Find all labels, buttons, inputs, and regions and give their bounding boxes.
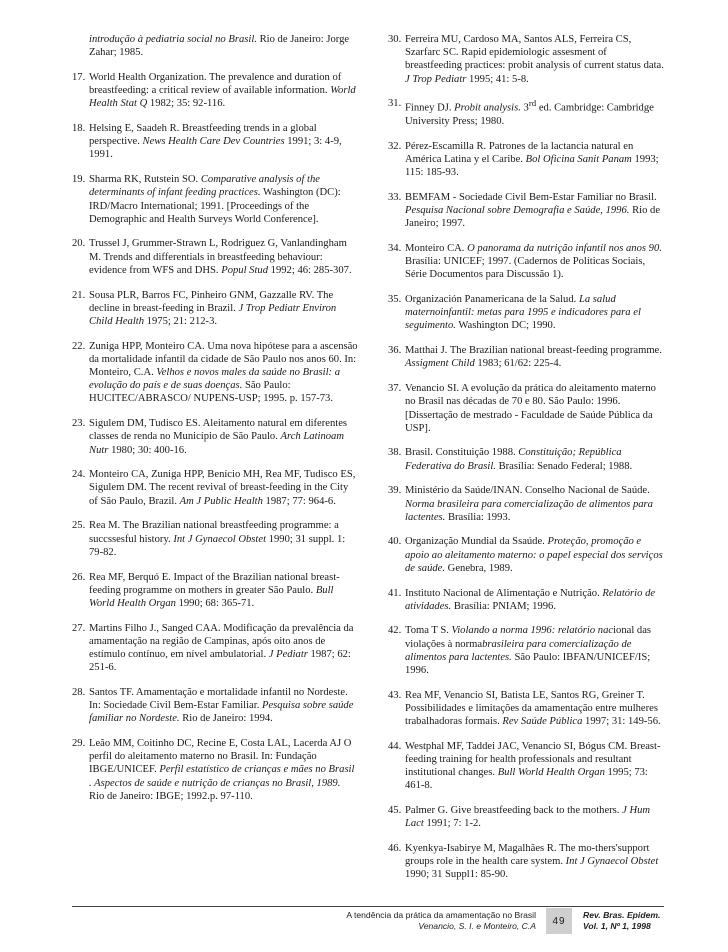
reference-number: 19. — [72, 174, 86, 186]
reference-text: Washington DC; 1990. — [455, 320, 556, 332]
reference-item — [72, 519, 358, 559]
reference-italic-text: Int J Gynaecol Obstet — [565, 856, 659, 868]
reference-text: Leão MM, Coitinho DC, Recine E, Costa LAL, Lacerda AJ O perfil do aleitamento materno no Brasil. In: Fundação IBGE/UNICEF. — [89, 738, 352, 776]
reference-italic-text: Comparative analysis of the determinants of infant feeding practices. — [89, 174, 320, 199]
reference-text: Organização Mundial da Ssaúde. — [405, 536, 548, 548]
reference-text: 1991; 7: 1-2. — [423, 818, 481, 830]
reference-text: Brasília: PNIAM; 1996. — [451, 600, 556, 612]
reference-item — [388, 535, 664, 575]
reference-number: 35. — [388, 294, 402, 306]
reference-italic-text: introdução à pediatria social no Brasil. — [89, 34, 257, 45]
reference-item — [388, 842, 664, 882]
reference-text: 3 — [520, 102, 529, 114]
reference-text: 1975; 21: 212-3. — [144, 315, 218, 327]
reference-text: rd — [528, 98, 537, 109]
reference-text: 1990; 31 suppl. 1: 79-82. — [89, 533, 346, 558]
reference-text: Toma T S. — [405, 625, 452, 637]
reference-number: 32. — [388, 140, 402, 152]
reference-number: 45. — [388, 805, 402, 817]
reference-item — [388, 97, 664, 128]
reference-item — [72, 417, 358, 457]
reference-text: Venancio SI. A evolução da prática do aleitamento materno no Brasil nas décadas de 70 e 80. São Paulo: 1996.[Dissertação de mestrado - Faculdade de Saúde Pública da USP]. — [405, 383, 656, 434]
reference-text: Zuniga HPP, Monteiro CA. Uma nova hipótese para a ascensão da mortalidade infantil da cidade de São Paulo nos anos 60. In: Monteiro, C.A. — [89, 340, 358, 379]
reference-text: 1990; 31 Suppl1: 85-90. — [405, 869, 508, 881]
reference-text: ional das violações à norma — [405, 625, 652, 650]
reference-text: Rea MF, Venancio SI, Batista LE, Santos RG, Greiner T. Possibilidades e limitações da amamentação entre mulheres trabalhadoras formais. — [405, 689, 658, 728]
reference-item — [388, 446, 664, 472]
reference-item — [388, 344, 664, 370]
reference-text: Brasília: 1993. — [445, 511, 511, 523]
reference-number: 44. — [388, 740, 402, 752]
references-right-column — [388, 33, 664, 893]
reference-item — [72, 71, 358, 111]
reference-text: Trussel J, Grummer-Strawn L, Rodriguez G, Vanlandingham M. Trends and differentials in breastfeeding behaviour: evidence from WFS and DHS. — [89, 238, 347, 276]
reference-italic-text: Violando a norma 1996: relatório nac — [451, 625, 614, 637]
footer-article-title: A tendência da prática da amamentação no Brasil — [346, 910, 536, 920]
footer-article-caption — [346, 910, 536, 932]
reference-italic-text: J Pediatr — [268, 649, 308, 661]
reference-item — [72, 237, 358, 277]
reference-italic-text: Bull World Health Organ — [89, 584, 334, 609]
reference-item — [388, 689, 664, 729]
reference-text: Rio de Janeiro; 1997. — [405, 205, 661, 230]
reference-text: 1993; 115: 185-93. — [405, 153, 659, 179]
reference-text: Rea M. The Brazilian national breastfeeding programme: a succssesful history. — [89, 520, 339, 545]
reference-text: Westphal MF, Taddei JAC, Venancio SI, Bógus CM. Breast-feeding training for health professionals and resultant institutional changes. — [405, 740, 661, 779]
reference-number: 33. — [388, 191, 402, 203]
footer-article-authors: Venancio, S. I. e Monteiro, C.A — [418, 921, 536, 931]
reference-number: 41. — [388, 587, 402, 599]
reference-text: 1987; 62: 251-6. — [89, 649, 351, 674]
reference-text: 1997; 31: 149-56. — [582, 716, 661, 728]
reference-text: Pérez-Escamilla R. Patrones de la lactancia natural en América Latina y el Caribe. — [405, 140, 634, 165]
reference-italic-text: Arch Latinoam Nutr — [89, 431, 344, 456]
reference-item — [72, 122, 358, 162]
journal-volume: Vol. 1, Nº 1, 1998 — [583, 921, 651, 931]
reference-item — [388, 191, 664, 231]
reference-text: Brasil. Constituição 1988. — [405, 447, 519, 459]
reference-text: Helsing E, Saadeh R. Breastfeeding trends in a global perspective. — [89, 123, 317, 148]
reference-italic-text: Relatório de atividades. — [405, 587, 656, 612]
reference-number: 38. — [388, 447, 402, 459]
reference-text: Matthai J. The Brazilian national breast-feeding programme. — [405, 345, 662, 357]
reference-text: Ministério da Saúde/INAN. Conselho Nacional de Saúde. — [405, 485, 650, 497]
reference-number: 37. — [388, 383, 402, 395]
reference-number: 36. — [388, 345, 402, 357]
reference-italic-text: Velhos e novos males da saúde no Brasil: a evolução do país e de suas doenças. — [89, 367, 340, 392]
reference-number: 43. — [388, 689, 402, 701]
reference-item — [388, 382, 664, 435]
reference-number: 20. — [72, 238, 86, 250]
reference-italic-text: Perfil estatístico de crianças e mães no Brasil . Aspectos de saúde e nutrição de crianças no Brasil, 1989. — [89, 764, 355, 789]
reference-italic-text: Proteção, promoção e apoio ao aleitamento materno: o papel especial dos serviços de saúde. — [405, 536, 663, 574]
reference-number: 46. — [388, 843, 402, 855]
reference-number: 31. — [388, 98, 402, 110]
reference-italic-text: Norma brasileira para comercialização de alimentos para lactentes. — [405, 498, 653, 523]
reference-italic-text: La salud maternoinfantil: metas para 1995 e indicadores para el seguimento. — [405, 294, 641, 332]
reference-text: Rio de Janeiro: Jorge Zahar; 1985. — [89, 34, 350, 59]
reference-text: Instituto Nacional de Alimentação e Nutrição. — [405, 587, 603, 599]
reference-number: 25. — [72, 520, 86, 532]
reference-item — [388, 33, 664, 86]
reference-number: 29. — [72, 738, 86, 750]
reference-text: 1995; 73: 461-8. — [405, 767, 648, 792]
reference-text: 1982; 35: 92-116. — [147, 98, 226, 110]
reference-text: World Health Organization. The prevalence and duration of breastfeeding: a critical review of available information. — [89, 71, 342, 97]
reference-text: Kyenkya-Isabirye M, Magalhães R. The mo-thers'support groups role in the health care system. — [405, 843, 650, 868]
reference-italic-text: J Trop Pediatr Environ Child Health — [89, 302, 337, 327]
page-number: 49 — [546, 908, 572, 934]
reference-item — [388, 804, 664, 830]
reference-item — [388, 624, 664, 677]
reference-item — [72, 33, 358, 59]
reference-italic-text: J Trop Pediatr — [405, 73, 467, 85]
reference-italic-text: Rev Saúde Pública — [502, 716, 583, 728]
reference-item — [72, 173, 358, 226]
reference-item — [388, 587, 664, 613]
reference-item — [72, 468, 358, 508]
reference-number: 24. — [72, 469, 86, 481]
journal-name: Rev. Bras. Epidem. — [583, 910, 661, 920]
reference-number: 17. — [72, 71, 86, 83]
reference-text: 1995; 41: 5-8. — [466, 73, 529, 85]
reference-italic-text: Am J Public Health — [179, 495, 263, 507]
reference-text: Palmer G. Give breastfeeding back to the mothers. — [405, 805, 623, 817]
reference-text: BEMFAM - Sociedade Civil Bem-Estar Familiar no Brasil. — [405, 191, 657, 203]
reference-item — [72, 571, 358, 611]
reference-item — [388, 484, 664, 524]
reference-text: 1991; 3: 4-9, 1991. — [89, 136, 342, 161]
reference-text: 1983; 61/62: 225-4. — [474, 358, 562, 370]
reference-italic-text: World Health Stat Q — [89, 85, 356, 110]
references-left-column — [72, 33, 358, 815]
reference-italic-text: Assigment Child — [405, 358, 475, 370]
reference-text: 1992; 46: 285-307. — [268, 264, 352, 276]
reference-number: 42. — [388, 625, 402, 637]
reference-italic-text: brasileira para comercialização de alimentos para lactentes. — [405, 638, 632, 663]
reference-italic-text: Int J Gynaecol Obstet — [173, 533, 267, 545]
reference-item — [388, 293, 664, 333]
reference-text: Brasília: UNICEF; 1997. (Cadernos de Políticas Sociais, Série Documentos para Discussão 1). — [405, 256, 646, 281]
reference-number: 26. — [72, 571, 86, 583]
reference-text: Finney DJ. — [405, 102, 455, 114]
reference-text: Washington (DC): IRD/Macro International; 1991. [Proceedings of the Demographic and Health Surveys World Conference]. — [89, 187, 341, 225]
reference-number: 22. — [72, 340, 86, 352]
reference-italic-text: Pesquisa Nacional sobre Demografia e Saúde, 1996. — [405, 205, 630, 217]
reference-text: Genebra, 1989. — [445, 562, 513, 574]
reference-item — [72, 622, 358, 675]
reference-italic-text: News Health Care Dev Countries — [142, 136, 285, 148]
reference-text: São Paulo: HUCITEC/ABRASCO/ NUPENS-USP; 1995. p. 157-73. — [89, 380, 333, 405]
reference-text: Monteiro CA. — [405, 242, 468, 254]
reference-italic-text: Bull World Health Organ — [497, 767, 605, 779]
reference-text: Sharma RK, Rutstein SO. — [89, 174, 201, 186]
reference-text: Rea MF, Berquó E. Impact of the Brazilian national breast-feeding programme on mothers in greater São Paulo. — [89, 571, 340, 596]
reference-text: Rio de Janeiro: IBGE; 1992.p. 97-110. — [89, 790, 253, 802]
reference-text: Martins Filho J., Sanged CAA. Modificação da prevalência da amamentação na região de Campinas, após oito anos de estímulo contínuo, em nível ambulatorial. — [89, 622, 354, 661]
reference-number: 23. — [72, 418, 86, 430]
reference-item — [388, 140, 664, 180]
reference-text: Sigulem DM, Tudisco ES. Aleitamento natural em diferentes classes de renda no Município de São Paulo. — [89, 418, 348, 443]
reference-number: 39. — [388, 485, 402, 497]
journal-citation — [583, 910, 660, 932]
reference-text: Sousa PLR, Barros FC, Pinheiro GNM, Gazzalle RV. The decline in breast-feeding in Brazil. — [89, 289, 334, 314]
reference-number: 28. — [72, 686, 86, 698]
reference-text: Monteiro CA, Zuniga HPP, Benício MH, Rea MF, Tudisco ES, Sigulem DM. The recent revival of breast-feeding in the City of São Paulo, Brazil. — [89, 469, 356, 507]
reference-italic-text: Pesquisa sobre saúde familiar no Nordeste. — [89, 700, 354, 725]
reference-italic-text: Bol Oficina Sanit Panam — [525, 153, 632, 165]
reference-number: 34. — [388, 242, 402, 254]
reference-item — [72, 686, 358, 726]
reference-text: Rio de Janeiro: 1994. — [179, 713, 273, 725]
reference-text: Santos TF. Amamentação e mortalidade infantil no Nordeste. In: Sociedade Civil Bem-Estar Familiar. — [89, 686, 348, 712]
reference-italic-text: Popul Stud — [221, 264, 269, 276]
reference-number: 27. — [72, 622, 86, 634]
reference-text: Organización Panamericana de la Salud. — [405, 294, 579, 306]
reference-number: 18. — [72, 123, 86, 135]
reference-number: 30. — [388, 34, 402, 45]
reference-text: ed. Cambridge: Cambridge University Press; 1980. — [405, 102, 654, 128]
reference-italic-text: J Hum Lact — [405, 805, 651, 830]
reference-item — [72, 340, 358, 406]
reference-italic-text: O panorama da nutrição infantil nos anos 90. — [467, 242, 662, 254]
reference-item — [388, 242, 664, 282]
reference-item — [72, 289, 358, 329]
reference-italic-text: Constituição; República Federativa do Brasil. — [405, 447, 622, 472]
reference-number: 40. — [388, 536, 402, 548]
reference-item — [72, 737, 358, 803]
reference-number: 21. — [72, 289, 86, 301]
reference-text: 1990; 68: 365-71. — [175, 597, 255, 609]
reference-text: 1980; 30: 400-16. — [108, 444, 187, 456]
reference-text: São Paulo: IBFAN/UNICEF/IS; 1996. — [405, 651, 651, 677]
reference-text: 1987; 77: 964-6. — [262, 495, 336, 507]
reference-italic-text: Probit analysis. — [454, 102, 521, 114]
footer-divider — [72, 906, 664, 907]
reference-text: Ferreira MU, Cardoso MA, Santos ALS, Ferreira CS, Szarfarc SC. Rapid epidemiologic assesment of breastfeeding practices: probit analysis of current status data. — [405, 34, 664, 72]
reference-item — [388, 740, 664, 793]
reference-text: Brasília: Senado Federal; 1988. — [495, 460, 633, 472]
